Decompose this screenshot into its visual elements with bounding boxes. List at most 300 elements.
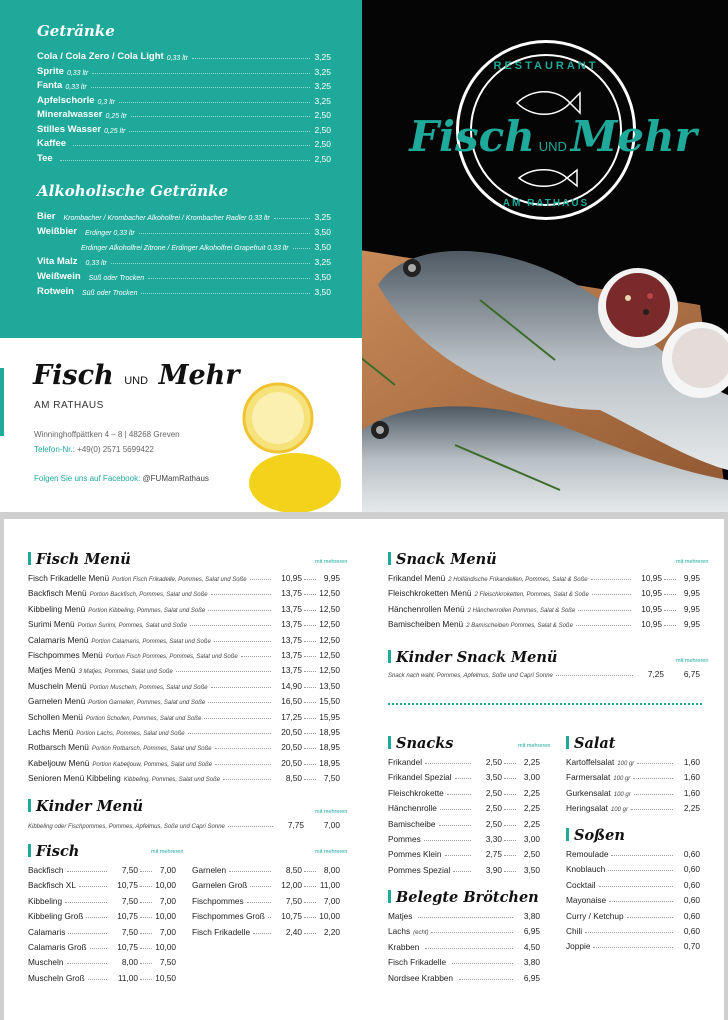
drink-name: Weißwein [37,271,81,282]
dot-leader [140,871,152,872]
item-desc: 2 Holländische Frikandellen, Pommes, Salat & Soße [448,577,588,583]
fisch-menu-row [28,633,340,645]
dot-leader [633,778,673,779]
item-name: Cocktail [566,879,596,890]
dot-leader [440,809,471,810]
item-name: Lachs [388,926,411,937]
card-address: Winninghoffpättken 4 – 8 | 48268 Greven [34,430,180,439]
drink-size: 0,25 ltr [105,113,127,120]
item-name: Matjes Menü [28,665,76,676]
drink-price: 3,25 [314,81,331,91]
item-desc: 100 gr [613,791,631,798]
title-accent [388,650,391,663]
item-price: 13,75 [281,650,302,660]
dot-leader [304,886,316,887]
card-phone [34,445,154,454]
fish-icon [515,166,579,190]
dot-leader [609,901,673,902]
item-desc: Portion Kibbeling, Pommes, Salat und Soße [88,607,206,614]
drink-price: 3,50 [314,227,331,237]
item-price: 0,60 [683,926,700,936]
item-name: Kabeljouw Menü [28,757,90,768]
item-price-with: 7,00 [159,926,176,937]
item-price: 6,95 [523,972,540,983]
item-desc: Portion Lachs, Pommes, Salat und Soße [76,731,185,737]
item-price: 13,75 [281,665,302,676]
dot-leader [148,278,310,279]
mit-label: mit mehreren [151,849,184,855]
dot-leader [504,871,516,872]
drink-row [37,77,331,91]
dot-leader [611,855,673,856]
kinder-menu-title [28,798,143,815]
item-price: 8,00 [121,957,138,968]
kinder-menu-desc: Kibbeling oder Fischpommes, Pommes, Apfelmus, Soße und Capri Sonne [28,824,225,830]
drink-size: Süß oder Trocken [81,290,138,297]
phone-number: +49(0) 2571 5699422 [77,445,154,454]
sossen-row [566,939,700,951]
fisch-menu-row [28,710,340,722]
broetchen-row [388,909,540,921]
item-name: Frikandel Spezial [388,772,452,783]
snack-row [388,786,540,798]
item-price-with: 2,50 [523,849,540,860]
item-price: 0,60 [683,864,700,875]
item-price: 3,50 [485,772,502,783]
title-accent [388,552,391,565]
dot-leader [190,625,271,626]
drink-size: Süß oder Trocken [88,275,145,282]
dot-leader [593,947,673,948]
dot-leader [627,917,673,918]
logo-brand-b: Mehr [570,112,697,161]
item-price: 10,75 [117,911,138,922]
item-name: Kibbeling [28,895,63,906]
dot-leader [664,579,676,580]
item-price-with: 10,00 [155,942,176,952]
item-name: Lachs Menü [28,727,74,737]
logo-brand-a: Fisch [409,112,535,161]
dot-leader [431,932,513,933]
drink-size: 0,25 ltr [104,127,126,135]
fisch-menu-row [28,648,340,660]
dot-leader [634,794,673,795]
dot-leader [631,809,673,810]
dot-leader [65,902,107,903]
item-name: Backfisch Menü [28,588,87,599]
dot-leader [304,718,316,719]
dot-leader [637,763,673,764]
item-price-with: 15,95 [319,711,340,722]
item-price: 10,95 [281,573,302,583]
fisch-title-text: Fisch [36,843,80,860]
item-name: Hänchenrollen Menü [388,603,465,614]
item-price-with: 9,95 [323,573,340,583]
item-name: Garnelen [192,865,227,875]
sossen-title-text: Soßen [574,827,625,844]
item-price-with: 7,00 [323,895,340,906]
dot-leader [229,871,271,872]
item-name: Remoulade [566,849,609,859]
item-name: Kibbeling Menü [28,603,86,614]
dot-leader [91,87,311,88]
price-with: 7,00 [323,820,340,830]
price: 7,75 [287,820,304,830]
item-price: 8,50 [285,773,302,784]
salat-row [566,786,700,798]
drink-price: 2,50 [314,153,331,164]
fisch-row [28,925,176,937]
price-with: 6,75 [683,669,700,679]
item-desc: Kibbeling, Pommes, Salat und Soße [123,777,221,784]
fisch-row [28,878,176,890]
drink-price: 3,25 [314,95,331,106]
item-desc: Portion Schollen, Pommes, Salat und Soße [85,715,202,722]
dot-leader [293,248,311,249]
broetchen-row [388,940,540,952]
sossen-row [566,862,700,874]
dot-leader [67,963,107,964]
snack-menu-row [388,586,700,598]
fisch-menu-row [28,771,340,783]
item-price: 6,95 [523,926,540,937]
item-desc: Portion Garnelen, Pommes, Salat und Soße [88,700,206,707]
item-price: 20,50 [281,727,302,737]
drink-name: Fanta [37,80,63,91]
dot-leader [304,779,316,780]
dot-leader [140,886,152,887]
item-price-with: 2,25 [523,803,540,814]
title-accent [388,890,391,903]
item-desc: Portion Muscheln, Pommes, Salat und Soße [89,684,208,691]
drink-price: 3,50 [314,242,331,252]
item-price-with: 7,50 [323,773,340,784]
item-desc: Portion Fisch Pommes, Pommes, Salat und Soße [105,654,238,660]
item-price-with: 10,00 [319,911,340,922]
facebook-handle: @FUMamRathaus [142,474,209,483]
drink-price: 3,25 [314,52,331,62]
item-price: 13,75 [281,588,302,599]
drinks-title: Getränke [37,22,115,40]
drink-name: Sprite [37,65,64,77]
dot-leader [304,656,316,657]
dot-leader [504,794,516,795]
dot-leader [504,809,516,810]
logo-brand-und: UND [538,139,567,154]
drink-row [37,63,331,77]
fisch-row [192,878,340,890]
item-desc: 100 gr [610,807,628,814]
drink-name: Vita Malz [37,256,78,267]
fisch-menu-row [28,663,340,675]
item-desc: Portion Surimi, Pommes, Salat und Soße [77,623,187,630]
drink-price: 3,50 [314,287,331,297]
dot-leader [86,917,107,918]
item-name: Garnelen Menü [28,696,86,707]
dot-leader [211,687,271,688]
item-name: Pommes Spezial [388,864,451,875]
item-price: 14,90 [281,680,302,691]
dot-leader [111,263,311,264]
snack-row [388,755,540,767]
dot-leader [304,641,316,642]
title-accent [28,844,31,857]
mit-label: mit mehreren [315,559,348,565]
fisch-row [28,955,176,967]
item-price: 0,60 [683,910,700,921]
item-price-with: 10,00 [155,911,176,922]
dot-leader [67,871,107,872]
item-price: 2,50 [485,787,502,798]
dot-leader [90,948,107,949]
item-price: 10,75 [117,942,138,952]
dot-leader [274,218,311,219]
item-name: Bamischeiben Menü [388,619,464,630]
dot-leader [447,794,471,795]
drink-name: Mineralwasser [37,109,103,120]
item-price-with: 12,50 [319,650,340,660]
item-price-with: 9,95 [683,573,700,583]
dot-leader [599,886,673,887]
mit-label: mit mehreren [315,849,348,855]
snack-menu-row [388,571,700,583]
item-price: 10,95 [641,619,662,630]
snacks-title [388,735,453,752]
logo-bottom-text: AM RATHAUS [502,198,590,209]
item-price-with: 9,95 [683,619,700,630]
drink-price: 3,25 [314,257,331,267]
item-desc: Portion Kabeljouw, Pommes, Salat und Soße [92,761,213,768]
item-name: Calamaris [28,926,66,937]
card-subtitle: AM RATHAUS [34,400,104,411]
snack-menu-title [388,551,497,568]
item-price: 2,75 [485,849,502,860]
item-price-with: 3,50 [523,864,540,875]
dot-leader [304,579,316,580]
dot-leader [425,948,513,949]
item-name: Calamaris Menü [28,634,89,645]
fisch-menu-row [28,679,340,691]
fisch-menu-title [28,551,131,568]
dot-leader [445,855,472,856]
drink-name: Apfelschorle [37,94,95,106]
drink-size: Erdinger 0,33 ltr [84,230,135,237]
sossen-row [566,847,700,859]
dot-leader [79,886,107,887]
salat-title [566,735,615,752]
item-name: Mayonaise [566,895,607,906]
drink-row [37,223,331,237]
snacks-title-text: Snacks [396,735,454,752]
card-brand [33,360,240,391]
item-name: Fisch Frikadelle Menü [28,573,110,583]
dot-leader [215,764,271,765]
item-price: 13,75 [281,634,302,645]
fisch-row [28,863,176,875]
snack-row [388,801,540,813]
item-price-with: 9,95 [683,603,700,614]
item-name: Gurkensalat [566,787,611,798]
dot-leader [211,594,271,595]
item-price: 10,95 [641,573,662,583]
salat-row [566,801,700,813]
dot-leader [304,902,316,903]
item-price-with: 18,95 [319,757,340,768]
dot-leader [140,948,152,949]
dot-leader [578,610,631,611]
drink-price: 3,50 [314,272,331,282]
item-name: Pommes [388,834,421,844]
snack-row [388,770,540,782]
item-name: Chili [566,926,583,936]
mit-label: mit mehreren [676,658,709,664]
fisch-menu-row [28,602,340,614]
item-price-with: 8,00 [323,865,340,875]
mit-label: mit mehreren [518,743,551,749]
phone-label: Telefon-Nr.: [34,445,75,454]
item-desc: 100 gr [617,761,635,767]
dot-leader [228,826,273,827]
item-desc: 2 Bamischeiben Pommes, Salat & Soße [466,623,573,630]
item-name: Kibbeling Groß [28,911,84,922]
dot-leader [92,73,310,74]
dot-leader [250,886,271,887]
item-price-with: 18,95 [319,742,340,753]
fisch-menu-row [28,617,340,629]
item-name: Fisch Frikadelle [192,926,251,937]
drink-row [37,106,331,120]
snack-menu-row [388,617,700,629]
dot-leader [188,733,271,734]
item-price-with: 10,50 [155,972,176,983]
drink-size: 0,33 ltr [65,84,87,91]
item-price-with: 12,50 [319,588,340,599]
drink-row [37,150,331,164]
dot-leader [608,870,673,871]
item-name: Krabben [388,941,420,952]
dot-leader [60,160,311,161]
drink-row [37,92,331,106]
dot-leader [140,917,152,918]
item-price: 2,50 [485,818,502,829]
item-price-with: 12,50 [319,665,340,676]
item-price-with: 3,00 [523,834,540,844]
item-name: Fischpommes [192,895,244,906]
dot-leader [304,671,316,672]
item-name: Muscheln Groß [28,972,85,983]
item-price: 0,70 [683,941,700,952]
drink-price: 2,50 [314,124,331,135]
dot-leader [504,855,516,856]
drink-name: Cola / Cola Zero / Cola Light [37,51,164,62]
dot-leader [304,625,316,626]
contact-card [0,338,362,512]
item-name: Muscheln Menü [28,680,87,691]
dot-leader [253,933,271,934]
dot-leader [88,979,107,980]
dot-leader [504,778,516,779]
item-desc: 2 Hänchenrollen Pommes, Salat & Soße [467,607,576,614]
fisch-row [28,909,176,921]
dot-leader [664,625,676,626]
dot-leader [247,902,271,903]
dot-leader [304,610,316,611]
item-price: 2,50 [485,757,502,767]
item-desc: 2 Fleischkroketten, Pommes, Salat & Soße [474,592,589,599]
item-name: Heringsalat [566,803,608,814]
broetchen-title-text: Belegte Brötchen [396,889,539,906]
item-name: Farmersalat [566,772,611,783]
dot-leader [241,656,271,657]
dot-leader [304,733,316,734]
logo-brand [398,112,708,161]
dot-leader [268,917,271,918]
item-price: 7,50 [121,865,138,875]
dot-leader [223,779,271,780]
drink-name: Kaffee [37,138,67,149]
kinder-menu-title-text: Kinder Menü [36,798,144,815]
pepper-bowl [598,268,678,348]
dot-leader [304,917,316,918]
item-price: 3,80 [523,957,540,968]
item-price: 1,60 [683,757,700,767]
dot-leader [664,594,676,595]
item-name: Fischpommes Menü [28,650,103,660]
item-price: 16,50 [281,696,302,707]
card-brand-und: UND [124,375,149,387]
mit-label: mit mehreren [676,559,709,565]
dot-leader [140,979,152,980]
drink-row [37,208,331,222]
dot-leader [304,748,316,749]
snack-menu-title-text: Snack Menü [396,551,497,568]
item-price: 10,75 [281,911,302,922]
fisch-row [192,909,340,921]
drink-size: 0,3 ltr [97,98,116,106]
dot-leader [304,594,316,595]
dot-leader [504,840,516,841]
dot-leader [304,687,316,688]
item-name: Joppie [566,941,591,952]
drink-name: Bier [37,211,56,222]
item-name: Fleischkrokette [388,787,444,798]
broetchen-row [388,955,540,967]
kinder-snack-row [388,667,700,679]
drink-size: Erdinger Alkoholfrei Zitrone / Erdinger Alkoholfrei Grapefruit 0,33 ltr [81,245,289,252]
drink-size: Krombacher / Krombacher Alkoholfrei / Krombacher Radler 0,33 ltr [63,215,270,222]
snack-row [388,863,540,875]
snack-row [388,847,540,859]
fisch-row [192,925,340,937]
title-accent [28,552,31,565]
sossen-title [566,827,625,844]
item-name: Rotbarsch Menü [28,742,89,753]
drink-size: 0,33 ltr [85,260,107,267]
salat-row [566,755,700,767]
drink-name: Stilles Wasser [37,123,102,135]
dot-leader [425,763,471,764]
dot-leader [304,933,316,934]
dot-leader [140,963,152,964]
item-desc: Portion Rotbarsch, Pommes, Salat und Soße [91,746,212,753]
dot-leader [459,979,513,980]
item-price: 10,95 [641,588,662,599]
item-price: 8,50 [285,865,302,875]
drink-name: Weißbier [37,226,77,237]
lemon-illustration [240,378,358,512]
dot-leader [304,764,316,765]
item-price-with: 18,95 [319,727,340,737]
